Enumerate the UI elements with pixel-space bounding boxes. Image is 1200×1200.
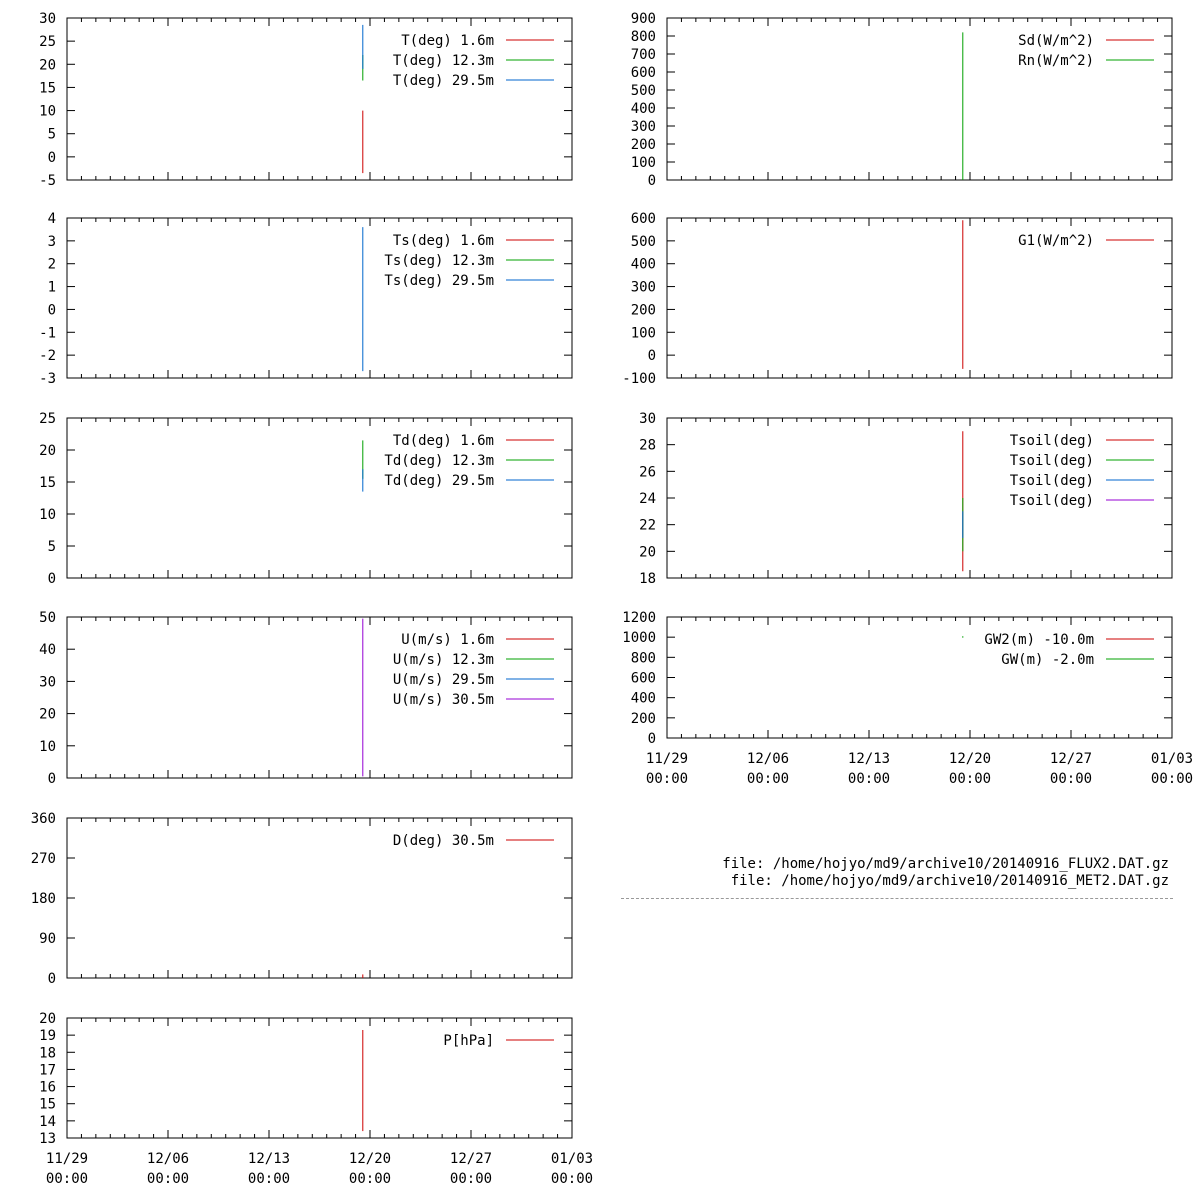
panel-1-frame	[67, 18, 572, 180]
legend-label: Tsoil(deg)	[1009, 473, 1094, 489]
y-tick-label: 13	[39, 1131, 56, 1147]
legend-label: Td(deg) 1.6m	[392, 433, 494, 449]
y-tick-label: 400	[630, 101, 656, 117]
y-tick-label: 25	[39, 411, 56, 427]
legend-label: Tsoil(deg)	[1009, 453, 1094, 469]
y-tick-label: 900	[630, 11, 656, 27]
panel-6-frame	[67, 1018, 572, 1138]
y-tick-label: 300	[630, 279, 656, 296]
x-tick-label-time: 00:00	[645, 771, 689, 787]
x-tick-label-time: 00:00	[146, 1171, 190, 1187]
y-tick-label: 200	[630, 710, 656, 727]
x-tick-label-date: 12/27	[449, 1151, 493, 1167]
x-tick-label-time: 00:00	[1049, 771, 1093, 787]
y-tick-label: 200	[630, 302, 656, 319]
legend-label: T(deg) 29.5m	[392, 73, 494, 89]
legend-label: Td(deg) 29.5m	[384, 473, 494, 489]
panel-2-frame	[67, 218, 572, 378]
y-tick-label: 1	[47, 279, 56, 296]
y-tick-label: 24	[639, 491, 656, 507]
legend-label: Ts(deg) 29.5m	[384, 273, 494, 289]
y-tick-label: 18	[39, 1045, 56, 1062]
file-path-flux: file: /home/hojyo/md9/archive10/20140916_FLUX2.DAT.gz	[722, 856, 1169, 872]
y-tick-label: 17	[39, 1062, 56, 1079]
y-tick-label: 30	[39, 11, 56, 27]
x-tick-label-date: 12/06	[746, 751, 790, 767]
y-tick-label: 10	[39, 103, 56, 120]
legend-label: U(m/s) 1.6m	[401, 632, 494, 648]
legend-label: GW2(m) -10.0m	[984, 632, 1094, 648]
legend-label: Tsoil(deg)	[1009, 433, 1094, 449]
y-tick-label: 180	[30, 891, 56, 907]
legend-label: Ts(deg) 1.6m	[392, 233, 494, 249]
y-tick-label: 20	[39, 706, 56, 723]
y-tick-label: 100	[630, 155, 656, 171]
y-tick-label: 0	[47, 971, 56, 987]
y-tick-label: 270	[30, 851, 56, 867]
y-tick-label: -100	[622, 371, 656, 387]
y-tick-label: 600	[630, 65, 656, 81]
y-tick-label: 30	[639, 411, 656, 427]
y-tick-label: 0	[47, 771, 56, 787]
y-tick-label: 18	[639, 571, 656, 587]
y-tick-label: 5	[47, 539, 56, 555]
legend-label: G1(W/m^2)	[1018, 233, 1094, 249]
y-tick-label: -3	[39, 371, 56, 387]
legend-label: GW(m) -2.0m	[1001, 652, 1094, 668]
y-tick-label: 3	[47, 233, 56, 250]
y-tick-label: 50	[39, 610, 56, 626]
legend-label: Ts(deg) 12.3m	[384, 253, 494, 269]
x-tick-label-time: 00:00	[247, 1171, 291, 1187]
y-tick-label: 14	[39, 1113, 56, 1130]
panel-7-frame	[667, 18, 1172, 180]
y-tick-label: 4	[47, 211, 56, 227]
x-tick-label-time: 00:00	[847, 771, 891, 787]
panel-8-frame	[667, 218, 1172, 378]
y-tick-label: 2	[47, 256, 56, 273]
y-tick-label: 10	[39, 738, 56, 755]
y-tick-label: 360	[30, 811, 56, 827]
x-tick-label-time: 00:00	[746, 771, 790, 787]
panel-9-frame	[667, 418, 1172, 578]
y-tick-label: -5	[39, 173, 56, 189]
y-tick-label: 25	[39, 34, 56, 51]
y-tick-label: 0	[647, 731, 656, 747]
x-tick-label-date: 12/20	[348, 1151, 392, 1167]
legend-label: P[hPa]	[443, 1033, 494, 1049]
x-tick-label-time: 00:00	[948, 771, 992, 787]
x-tick-label-date: 01/03	[550, 1151, 594, 1167]
panel-10-frame	[667, 617, 1172, 738]
x-tick-label-date: 12/27	[1049, 751, 1093, 767]
y-tick-label: 100	[630, 325, 656, 342]
y-tick-label: 26	[639, 464, 656, 481]
y-tick-label: 20	[39, 1011, 56, 1027]
x-tick-label-time: 00:00	[550, 1171, 594, 1187]
y-tick-label: 600	[630, 670, 656, 687]
y-tick-label: 0	[647, 173, 656, 189]
legend-label: T(deg) 12.3m	[392, 53, 494, 69]
y-tick-label: 28	[639, 437, 656, 454]
x-tick-label-date: 11/29	[645, 751, 689, 767]
y-tick-label: -1	[39, 325, 56, 342]
y-tick-label: 16	[39, 1079, 56, 1096]
y-tick-label: 300	[630, 119, 656, 135]
y-tick-label: 800	[630, 650, 656, 667]
y-tick-label: 400	[630, 690, 656, 707]
legend-label: T(deg) 1.6m	[401, 33, 494, 49]
y-tick-label: -2	[39, 348, 56, 365]
y-tick-label: 15	[39, 80, 56, 97]
y-tick-label: 90	[39, 931, 56, 947]
x-tick-label-time: 00:00	[45, 1171, 89, 1187]
y-tick-label: 40	[39, 642, 56, 659]
y-tick-label: 0	[47, 302, 56, 319]
legend-label: Sd(W/m^2)	[1018, 33, 1094, 49]
y-tick-label: 5	[47, 126, 56, 143]
y-tick-label: 0	[647, 348, 656, 365]
x-tick-label-date: 11/29	[45, 1151, 89, 1167]
y-tick-label: 200	[630, 137, 656, 153]
legend-label: Td(deg) 12.3m	[384, 453, 494, 469]
y-tick-label: 500	[630, 83, 656, 99]
file-path-met: file: /home/hojyo/md9/archive10/20140916_MET2.DAT.gz	[730, 873, 1169, 889]
y-tick-label: 15	[39, 475, 56, 491]
panel-4-frame	[67, 617, 572, 778]
x-tick-label-date: 12/13	[247, 1151, 291, 1167]
y-tick-label: 600	[630, 211, 656, 227]
separator-line	[621, 898, 1173, 899]
y-tick-label: 10	[39, 507, 56, 523]
y-tick-label: 500	[630, 233, 656, 250]
legend-label: D(deg) 30.5m	[392, 833, 494, 849]
y-tick-label: 30	[39, 674, 56, 691]
x-tick-label-time: 00:00	[348, 1171, 392, 1187]
x-tick-label-time: 00:00	[1150, 771, 1194, 787]
y-tick-label: 800	[630, 29, 656, 45]
y-tick-label: 22	[639, 517, 656, 534]
panel-3-frame	[67, 418, 572, 578]
y-tick-label: 20	[639, 544, 656, 561]
legend-label: Tsoil(deg)	[1009, 493, 1094, 509]
x-tick-label-date: 01/03	[1150, 751, 1194, 767]
y-tick-label: 1000	[622, 630, 656, 647]
panel-5-frame	[67, 818, 572, 978]
y-tick-label: 15	[39, 1096, 56, 1113]
x-tick-label-date: 12/20	[948, 751, 992, 767]
y-tick-label: 19	[39, 1028, 56, 1045]
y-tick-label: 20	[39, 57, 56, 74]
y-tick-label: 0	[47, 571, 56, 587]
legend-label: U(m/s) 29.5m	[392, 672, 494, 688]
x-tick-label-date: 12/13	[847, 751, 891, 767]
y-tick-label: 0	[47, 149, 56, 166]
x-tick-label-date: 12/06	[146, 1151, 190, 1167]
legend-label: Rn(W/m^2)	[1018, 53, 1094, 69]
legend-label: U(m/s) 30.5m	[392, 692, 494, 708]
y-tick-label: 400	[630, 256, 656, 273]
y-tick-label: 20	[39, 443, 56, 459]
y-tick-label: 1200	[622, 610, 656, 626]
legend-label: U(m/s) 12.3m	[392, 652, 494, 668]
y-tick-label: 700	[630, 47, 656, 63]
x-tick-label-time: 00:00	[449, 1171, 493, 1187]
